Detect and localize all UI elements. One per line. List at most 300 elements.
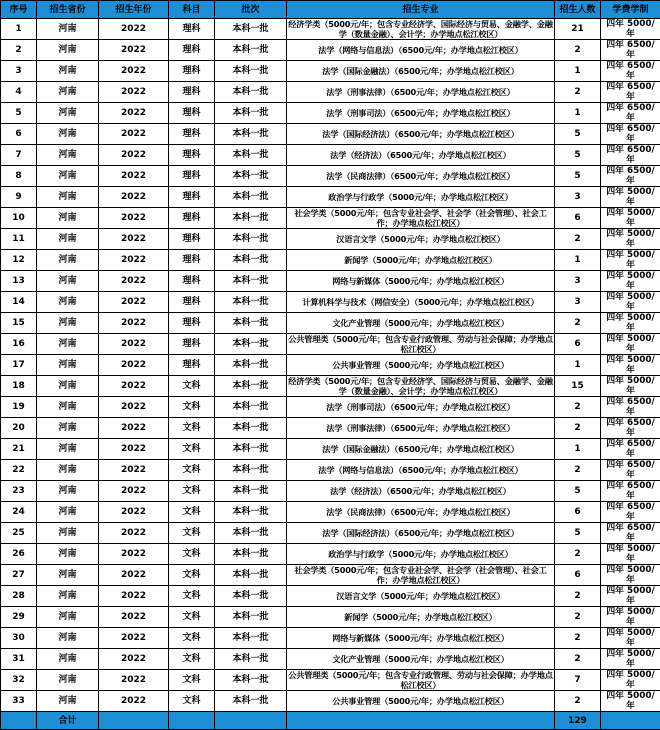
cell-fee: 四年 5000/年: [601, 691, 660, 712]
cell-no: 24: [1, 502, 37, 523]
cell-major: 法学（国际经济法）（6500元/年；办学地点松江校区）: [287, 523, 555, 544]
cell-year: 2022: [99, 187, 169, 208]
cell-no: 25: [1, 523, 37, 544]
cell-batch: 本科一批: [215, 607, 287, 628]
cell-year: 2022: [99, 166, 169, 187]
cell-year: 2022: [99, 313, 169, 334]
cell-count: 3: [555, 271, 601, 292]
cell-batch: 本科一批: [215, 40, 287, 61]
cell-batch: 本科一批: [215, 187, 287, 208]
cell-year: 2022: [99, 607, 169, 628]
cell-count: 1: [555, 250, 601, 271]
cell-subject: 文科: [169, 628, 215, 649]
table-row: [1, 187, 660, 208]
cell-major: 法学（国际金融法）（6500元/年；办学地点松江校区）: [287, 61, 555, 82]
cell-fee: 四年 5000/年: [601, 670, 660, 691]
cell-province: 河南: [37, 19, 99, 40]
table-body: [1, 19, 660, 712]
cell-no: 28: [1, 586, 37, 607]
cell-fee: 四年 6500/年: [601, 418, 660, 439]
cell-subject: 理科: [169, 103, 215, 124]
cell-no: 18: [1, 376, 37, 397]
cell-no: 14: [1, 292, 37, 313]
cell-year: 2022: [99, 649, 169, 670]
cell-province: 河南: [37, 376, 99, 397]
cell-fee: 四年 5000/年: [601, 313, 660, 334]
cell-major: 经济学类（5000元/年；包含专业经济学、国际经济与贸易、金融学、金融学（数量金融）、会计学；办学地点松江校区）: [287, 19, 555, 40]
cell-no: 21: [1, 439, 37, 460]
cell-province: 河南: [37, 61, 99, 82]
cell-batch: 本科一批: [215, 418, 287, 439]
total-empty-cell: [99, 712, 169, 730]
cell-count: 2: [555, 229, 601, 250]
cell-batch: 本科一批: [215, 439, 287, 460]
cell-fee: 四年 5000/年: [601, 565, 660, 586]
table-row: [1, 313, 660, 334]
cell-province: 河南: [37, 145, 99, 166]
cell-province: 河南: [37, 103, 99, 124]
cell-no: 10: [1, 208, 37, 229]
cell-batch: 本科一批: [215, 481, 287, 502]
table-row: [1, 586, 660, 607]
table-row: [1, 544, 660, 565]
cell-count: 6: [555, 502, 601, 523]
cell-no: 3: [1, 61, 37, 82]
cell-province: 河南: [37, 586, 99, 607]
cell-no: 2: [1, 40, 37, 61]
cell-batch: 本科一批: [215, 313, 287, 334]
cell-province: 河南: [37, 334, 99, 355]
cell-subject: 理科: [169, 19, 215, 40]
cell-province: 河南: [37, 439, 99, 460]
cell-count: 2: [555, 397, 601, 418]
cell-year: 2022: [99, 418, 169, 439]
table-row: [1, 649, 660, 670]
cell-fee: 四年 6500/年: [601, 166, 660, 187]
cell-province: 河南: [37, 355, 99, 376]
cell-fee: 四年 5000/年: [601, 628, 660, 649]
cell-major: 法学（民商法律）（6500元/年；办学地点松江校区）: [287, 502, 555, 523]
cell-count: 6: [555, 208, 601, 229]
table-row: [1, 565, 660, 586]
table-row: [1, 460, 660, 481]
cell-fee: 四年 6500/年: [601, 481, 660, 502]
cell-batch: 本科一批: [215, 271, 287, 292]
header-major: 招生专业: [287, 1, 555, 19]
cell-batch: 本科一批: [215, 124, 287, 145]
cell-province: 河南: [37, 691, 99, 712]
total-empty-cell: [1, 712, 37, 730]
cell-year: 2022: [99, 502, 169, 523]
cell-major: 法学（经济法）（6500元/年；办学地点松江校区）: [287, 145, 555, 166]
cell-subject: 理科: [169, 82, 215, 103]
cell-batch: 本科一批: [215, 61, 287, 82]
total-row: [1, 712, 660, 730]
cell-subject: 文科: [169, 523, 215, 544]
table-row: [1, 691, 660, 712]
cell-count: 7: [555, 670, 601, 691]
cell-batch: 本科一批: [215, 229, 287, 250]
total-empty-cell: [169, 712, 215, 730]
cell-subject: 理科: [169, 187, 215, 208]
cell-year: 2022: [99, 628, 169, 649]
cell-major: 法学（刑事法律）（6500元/年；办学地点松江校区）: [287, 82, 555, 103]
cell-major: 法学（国际金融法）（6500元/年；办学地点松江校区）: [287, 439, 555, 460]
cell-major: 文化产业管理（5000元/年；办学地点松江校区）: [287, 313, 555, 334]
cell-year: 2022: [99, 82, 169, 103]
table-row: [1, 502, 660, 523]
cell-fee: 四年 6500/年: [601, 124, 660, 145]
cell-no: 7: [1, 145, 37, 166]
cell-batch: 本科一批: [215, 544, 287, 565]
cell-major: 法学（刑事司法）（6500元/年；办学地点松江校区）: [287, 103, 555, 124]
cell-year: 2022: [99, 19, 169, 40]
cell-major: 文化产业管理（5000元/年；办学地点松江校区）: [287, 649, 555, 670]
cell-province: 河南: [37, 481, 99, 502]
header-province: 招生省份: [37, 1, 99, 19]
cell-count: 2: [555, 691, 601, 712]
cell-batch: 本科一批: [215, 292, 287, 313]
cell-major: 公共管理类（5000元/年；包含专业行政管理、劳动与社会保障；办学地点松江校区）: [287, 670, 555, 691]
cell-year: 2022: [99, 229, 169, 250]
cell-count: 6: [555, 565, 601, 586]
cell-count: 1: [555, 61, 601, 82]
table-row: [1, 334, 660, 355]
header-year: 招生年份: [99, 1, 169, 19]
cell-year: 2022: [99, 565, 169, 586]
table-row: [1, 628, 660, 649]
cell-no: 19: [1, 397, 37, 418]
cell-subject: 文科: [169, 397, 215, 418]
cell-province: 河南: [37, 397, 99, 418]
cell-batch: 本科一批: [215, 334, 287, 355]
cell-count: 3: [555, 187, 601, 208]
cell-year: 2022: [99, 208, 169, 229]
cell-province: 河南: [37, 166, 99, 187]
cell-batch: 本科一批: [215, 586, 287, 607]
cell-year: 2022: [99, 124, 169, 145]
cell-count: 6: [555, 334, 601, 355]
cell-no: 9: [1, 187, 37, 208]
cell-count: 2: [555, 40, 601, 61]
cell-year: 2022: [99, 586, 169, 607]
cell-province: 河南: [37, 208, 99, 229]
header-no: 序号: [1, 1, 37, 19]
cell-subject: 理科: [169, 61, 215, 82]
header-subject: 科目: [169, 1, 215, 19]
cell-province: 河南: [37, 460, 99, 481]
cell-major: 法学（网络与信息法）（6500元/年；办学地点松江校区）: [287, 460, 555, 481]
cell-year: 2022: [99, 271, 169, 292]
cell-no: 29: [1, 607, 37, 628]
cell-year: 2022: [99, 355, 169, 376]
cell-year: 2022: [99, 376, 169, 397]
table-row: [1, 40, 660, 61]
cell-fee: 四年 5000/年: [601, 376, 660, 397]
cell-batch: 本科一批: [215, 649, 287, 670]
cell-fee: 四年 6500/年: [601, 40, 660, 61]
table-row: [1, 376, 660, 397]
cell-no: 11: [1, 229, 37, 250]
cell-fee: 四年 5000/年: [601, 334, 660, 355]
cell-fee: 四年 5000/年: [601, 607, 660, 628]
cell-subject: 文科: [169, 586, 215, 607]
cell-year: 2022: [99, 61, 169, 82]
cell-fee: 四年 6500/年: [601, 82, 660, 103]
cell-subject: 文科: [169, 670, 215, 691]
cell-major: 法学（国际经济法）（6500元/年；办学地点松江校区）: [287, 124, 555, 145]
cell-no: 23: [1, 481, 37, 502]
cell-no: 6: [1, 124, 37, 145]
cell-fee: 四年 5000/年: [601, 355, 660, 376]
cell-province: 河南: [37, 502, 99, 523]
table-row: [1, 166, 660, 187]
cell-count: 5: [555, 481, 601, 502]
cell-no: 32: [1, 670, 37, 691]
cell-batch: 本科一批: [215, 145, 287, 166]
cell-subject: 理科: [169, 166, 215, 187]
cell-count: 2: [555, 544, 601, 565]
cell-year: 2022: [99, 670, 169, 691]
table-row: [1, 397, 660, 418]
cell-province: 河南: [37, 544, 99, 565]
cell-major: 法学（刑事司法）（6500元/年；办学地点松江校区）: [287, 397, 555, 418]
cell-fee: 四年 5000/年: [601, 229, 660, 250]
cell-batch: 本科一批: [215, 460, 287, 481]
cell-no: 5: [1, 103, 37, 124]
cell-major: 政治学与行政学（5000元/年；办学地点松江校区）: [287, 187, 555, 208]
cell-fee: 四年 6500/年: [601, 397, 660, 418]
cell-batch: 本科一批: [215, 376, 287, 397]
header-batch: 批次: [215, 1, 287, 19]
cell-province: 河南: [37, 187, 99, 208]
cell-province: 河南: [37, 124, 99, 145]
cell-major: 社会学类（5000元/年；包含专业社会学、社会学（社会管理）、社会工作；办学地点松江校区）: [287, 208, 555, 229]
cell-batch: 本科一批: [215, 103, 287, 124]
cell-subject: 理科: [169, 208, 215, 229]
cell-year: 2022: [99, 691, 169, 712]
cell-year: 2022: [99, 334, 169, 355]
cell-subject: 理科: [169, 313, 215, 334]
table-row: [1, 418, 660, 439]
cell-count: 2: [555, 607, 601, 628]
cell-fee: 四年 6500/年: [601, 460, 660, 481]
cell-subject: 理科: [169, 355, 215, 376]
cell-no: 30: [1, 628, 37, 649]
cell-subject: 理科: [169, 145, 215, 166]
cell-count: 2: [555, 82, 601, 103]
cell-count: 2: [555, 418, 601, 439]
table-row: [1, 124, 660, 145]
table-row: [1, 61, 660, 82]
cell-major: 新闻学（5000元/年；办学地点松江校区）: [287, 250, 555, 271]
cell-no: 17: [1, 355, 37, 376]
table-row: [1, 103, 660, 124]
cell-count: 1: [555, 439, 601, 460]
cell-no: 22: [1, 460, 37, 481]
total-label: 合计: [37, 712, 99, 730]
cell-major: 公共事业管理（5000元/年；办学地点松江校区）: [287, 691, 555, 712]
cell-fee: 四年 5000/年: [601, 292, 660, 313]
header-count: 招生人数: [555, 1, 601, 19]
cell-batch: 本科一批: [215, 565, 287, 586]
table-row: [1, 208, 660, 229]
cell-subject: 理科: [169, 334, 215, 355]
cell-province: 河南: [37, 607, 99, 628]
cell-batch: 本科一批: [215, 19, 287, 40]
cell-fee: 四年 6500/年: [601, 523, 660, 544]
cell-fee: 四年 6500/年: [601, 439, 660, 460]
cell-count: 21: [555, 19, 601, 40]
cell-count: 2: [555, 586, 601, 607]
table-row: [1, 523, 660, 544]
cell-batch: 本科一批: [215, 355, 287, 376]
cell-province: 河南: [37, 313, 99, 334]
cell-year: 2022: [99, 544, 169, 565]
table-row: [1, 292, 660, 313]
cell-major: 经济学类（5000元/年；包含专业经济学、国际经济与贸易、金融学、金融学（数量金融）、会计学；办学地点松江校区）: [287, 376, 555, 397]
cell-count: 2: [555, 460, 601, 481]
cell-no: 15: [1, 313, 37, 334]
cell-province: 河南: [37, 82, 99, 103]
cell-province: 河南: [37, 250, 99, 271]
cell-batch: 本科一批: [215, 208, 287, 229]
cell-province: 河南: [37, 565, 99, 586]
table-row: [1, 481, 660, 502]
cell-major: 汉语言文学（5000元/年；办学地点松江校区）: [287, 229, 555, 250]
table-row: [1, 250, 660, 271]
table-row: [1, 670, 660, 691]
cell-province: 河南: [37, 271, 99, 292]
cell-major: 网络与新媒体（5000元/年；办学地点松江校区）: [287, 271, 555, 292]
cell-province: 河南: [37, 523, 99, 544]
cell-count: 2: [555, 649, 601, 670]
cell-major: 法学（经济法）（6500元/年；办学地点松江校区）: [287, 481, 555, 502]
cell-province: 河南: [37, 418, 99, 439]
cell-count: 1: [555, 355, 601, 376]
cell-batch: 本科一批: [215, 397, 287, 418]
cell-no: 27: [1, 565, 37, 586]
cell-year: 2022: [99, 481, 169, 502]
cell-year: 2022: [99, 523, 169, 544]
cell-province: 河南: [37, 292, 99, 313]
cell-fee: 四年 5000/年: [601, 250, 660, 271]
cell-count: 3: [555, 292, 601, 313]
cell-year: 2022: [99, 250, 169, 271]
cell-subject: 文科: [169, 607, 215, 628]
cell-subject: 理科: [169, 124, 215, 145]
cell-subject: 理科: [169, 250, 215, 271]
cell-major: 政治学与行政学（5000元/年；办学地点松江校区）: [287, 544, 555, 565]
cell-fee: 四年 5000/年: [601, 187, 660, 208]
cell-major: 法学（网络与信息法）（6500元/年；办学地点松江校区）: [287, 40, 555, 61]
cell-batch: 本科一批: [215, 166, 287, 187]
cell-count: 15: [555, 376, 601, 397]
cell-fee: 四年 5000/年: [601, 544, 660, 565]
cell-no: 20: [1, 418, 37, 439]
cell-batch: 本科一批: [215, 82, 287, 103]
cell-no: 13: [1, 271, 37, 292]
cell-province: 河南: [37, 670, 99, 691]
cell-no: 4: [1, 82, 37, 103]
cell-no: 8: [1, 166, 37, 187]
cell-major: 社会学类（5000元/年；包含专业社会学、社会学（社会管理）、社会工作；办学地点松江校区）: [287, 565, 555, 586]
total-empty-cell: [287, 712, 555, 730]
cell-major: 网络与新媒体（5000元/年；办学地点松江校区）: [287, 628, 555, 649]
cell-count: 5: [555, 166, 601, 187]
cell-fee: 四年 5000/年: [601, 271, 660, 292]
cell-subject: 文科: [169, 376, 215, 397]
total-empty-cell: [601, 712, 660, 730]
table-row: [1, 145, 660, 166]
table-row: [1, 439, 660, 460]
cell-subject: 文科: [169, 418, 215, 439]
total-empty-cell: [215, 712, 287, 730]
cell-count: 5: [555, 145, 601, 166]
cell-province: 河南: [37, 40, 99, 61]
cell-no: 26: [1, 544, 37, 565]
cell-year: 2022: [99, 439, 169, 460]
cell-year: 2022: [99, 460, 169, 481]
cell-batch: 本科一批: [215, 670, 287, 691]
cell-year: 2022: [99, 40, 169, 61]
cell-province: 河南: [37, 649, 99, 670]
cell-fee: 四年 6500/年: [601, 145, 660, 166]
table-row: [1, 82, 660, 103]
header-fee: 学费学制: [601, 1, 660, 19]
cell-count: 2: [555, 628, 601, 649]
cell-count: 1: [555, 103, 601, 124]
cell-fee: 四年 6500/年: [601, 502, 660, 523]
cell-major: 计算机科学与技术（网信安全）（5000元/年；办学地点松江校区）: [287, 292, 555, 313]
cell-fee: 四年 6500/年: [601, 103, 660, 124]
cell-subject: 文科: [169, 691, 215, 712]
cell-count: 5: [555, 523, 601, 544]
cell-major: 汉语言文学（5000元/年；办学地点松江校区）: [287, 586, 555, 607]
table-row: [1, 607, 660, 628]
cell-subject: 文科: [169, 544, 215, 565]
cell-fee: 四年 5000/年: [601, 649, 660, 670]
cell-batch: 本科一批: [215, 250, 287, 271]
cell-batch: 本科一批: [215, 502, 287, 523]
cell-major: 公共管理类（5000元/年；包含专业行政管理、劳动与社会保障；办学地点松江校区）: [287, 334, 555, 355]
cell-major: 法学（刑事法律）（6500元/年；办学地点松江校区）: [287, 418, 555, 439]
cell-subject: 文科: [169, 460, 215, 481]
cell-fee: 四年 5000/年: [601, 208, 660, 229]
cell-year: 2022: [99, 103, 169, 124]
cell-subject: 文科: [169, 565, 215, 586]
cell-no: 16: [1, 334, 37, 355]
cell-subject: 理科: [169, 271, 215, 292]
cell-no: 1: [1, 19, 37, 40]
cell-major: 法学（民商法律）（6500元/年；办学地点松江校区）: [287, 166, 555, 187]
cell-year: 2022: [99, 397, 169, 418]
cell-fee: 四年 6500/年: [601, 61, 660, 82]
cell-subject: 文科: [169, 439, 215, 460]
cell-subject: 文科: [169, 502, 215, 523]
cell-batch: 本科一批: [215, 628, 287, 649]
cell-province: 河南: [37, 628, 99, 649]
cell-year: 2022: [99, 292, 169, 313]
cell-no: 12: [1, 250, 37, 271]
cell-province: 河南: [37, 229, 99, 250]
table-row: [1, 19, 660, 40]
cell-subject: 文科: [169, 649, 215, 670]
cell-subject: 理科: [169, 292, 215, 313]
cell-year: 2022: [99, 145, 169, 166]
cell-batch: 本科一批: [215, 691, 287, 712]
cell-no: 33: [1, 691, 37, 712]
